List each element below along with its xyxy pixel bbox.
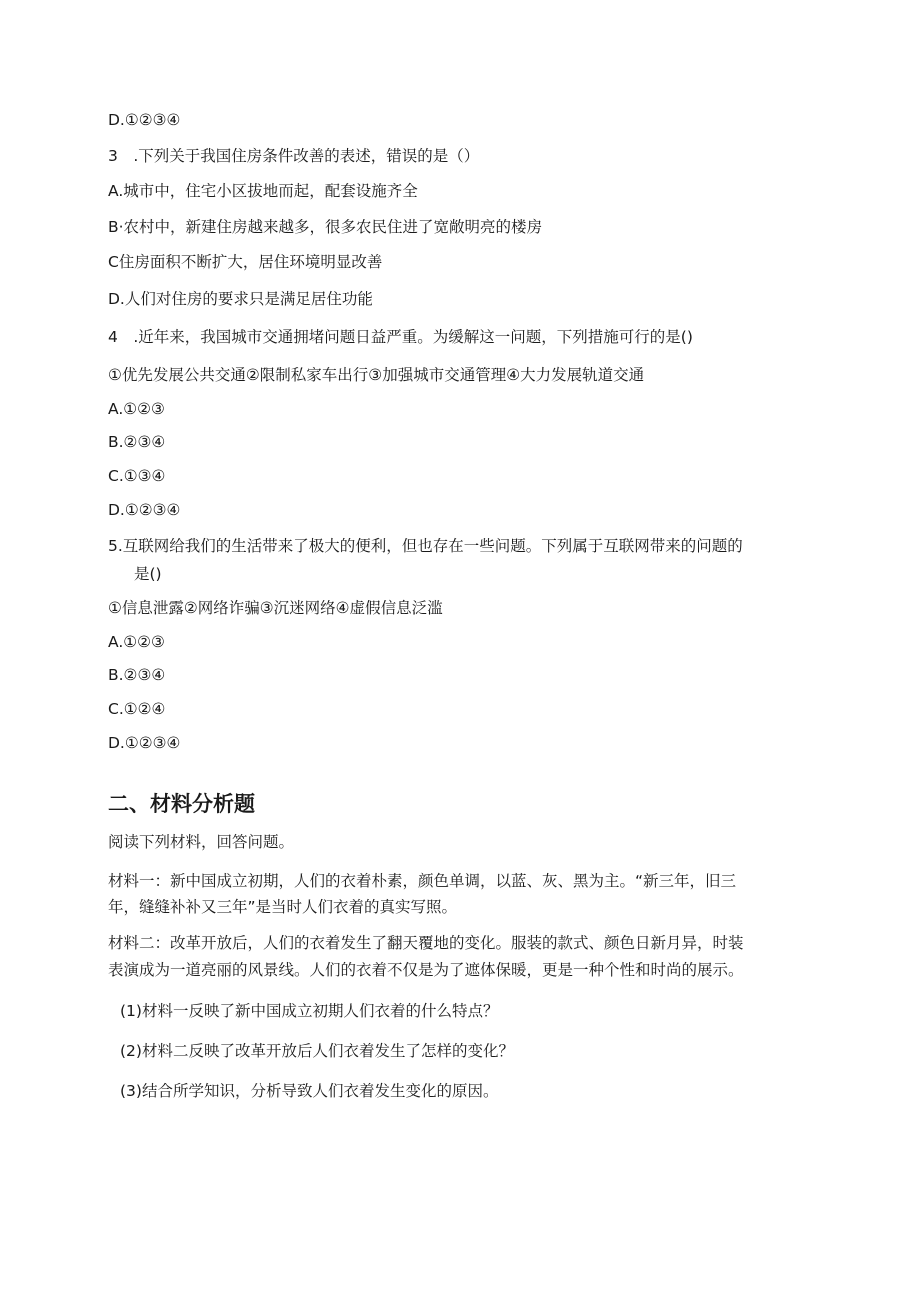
q3-option-d: D.人们对住房的要求只是满足居住功能 — [108, 290, 373, 308]
section2-title: 二、材料分析题 — [108, 792, 255, 816]
question-3: (3)结合所学知识，分析导致人们衣着发生变化的原因。 — [120, 1082, 499, 1100]
q3-option-a: A.城市中，住宅小区拔地而起，配套设施齐全 — [108, 182, 418, 200]
material2-line2: 表演成为一道亮丽的风景线。人们的衣着不仅是为了遮体保暖，更是一种个性和时尚的展示。 — [108, 961, 744, 979]
q5-option-b: B.②③④ — [108, 666, 166, 684]
q3-option-b: B·农村中，新建住房越来越多，很多农民住进了宽敞明亮的楼房 — [108, 218, 543, 236]
q4-option-b: B.②③④ — [108, 433, 166, 451]
material2-line1: 材料二：改革开放后，人们的衣着发生了翻天覆地的变化。服装的款式、颜色日新月异，时装 — [108, 934, 744, 952]
q5-option-c: C.①②④ — [108, 700, 166, 718]
q5-stem-line2: 是() — [134, 565, 162, 583]
q3-stem: 3 .下列关于我国住房条件改善的表述，错误的是（） — [108, 147, 480, 165]
q2-option-d: D.①②③④ — [108, 111, 181, 129]
q3-option-c: C住房面积不断扩大，居住环境明显改善 — [108, 253, 383, 271]
material1-line1: 材料一：新中国成立初期，人们的衣着朴素，颜色单调，以蓝、灰、黑为主。“新三年，旧三 — [108, 872, 737, 890]
q4-option-d: D.①②③④ — [108, 501, 181, 519]
q4-stem: 4 .近年来，我国城市交通拥堵问题日益严重。为缓解这一问题，下列措施可行的是() — [108, 328, 693, 346]
q4-statements: ①优先发展公共交通②限制私家车出行③加强城市交通管理④大力发展轨道交通 — [108, 366, 645, 384]
q4-option-c: C.①③④ — [108, 467, 166, 485]
section2-instruction: 阅读下列材料，回答问题。 — [108, 833, 295, 851]
q4-option-a: A.①②③ — [108, 400, 165, 418]
q5-stem-line1: 5.互联网给我们的生活带来了极大的便利，但也存在一些问题。下列属于互联网带来的问题的 — [108, 537, 743, 555]
question-2: (2)材料二反映了改革开放后人们衣着发生了怎样的变化？ — [120, 1042, 514, 1060]
q5-option-d: D.①②③④ — [108, 734, 181, 752]
question-1: (1)材料一反映了新中国成立初期人们衣着的什么特点？ — [120, 1002, 499, 1020]
q5-option-a: A.①②③ — [108, 633, 165, 651]
q5-statements: ①信息泄露②网络诈骗③沉迷网络④虚假信息泛滥 — [108, 599, 443, 617]
material1-line2: 年，缝缝补补又三年”是当时人们衣着的真实写照。 — [108, 898, 458, 916]
